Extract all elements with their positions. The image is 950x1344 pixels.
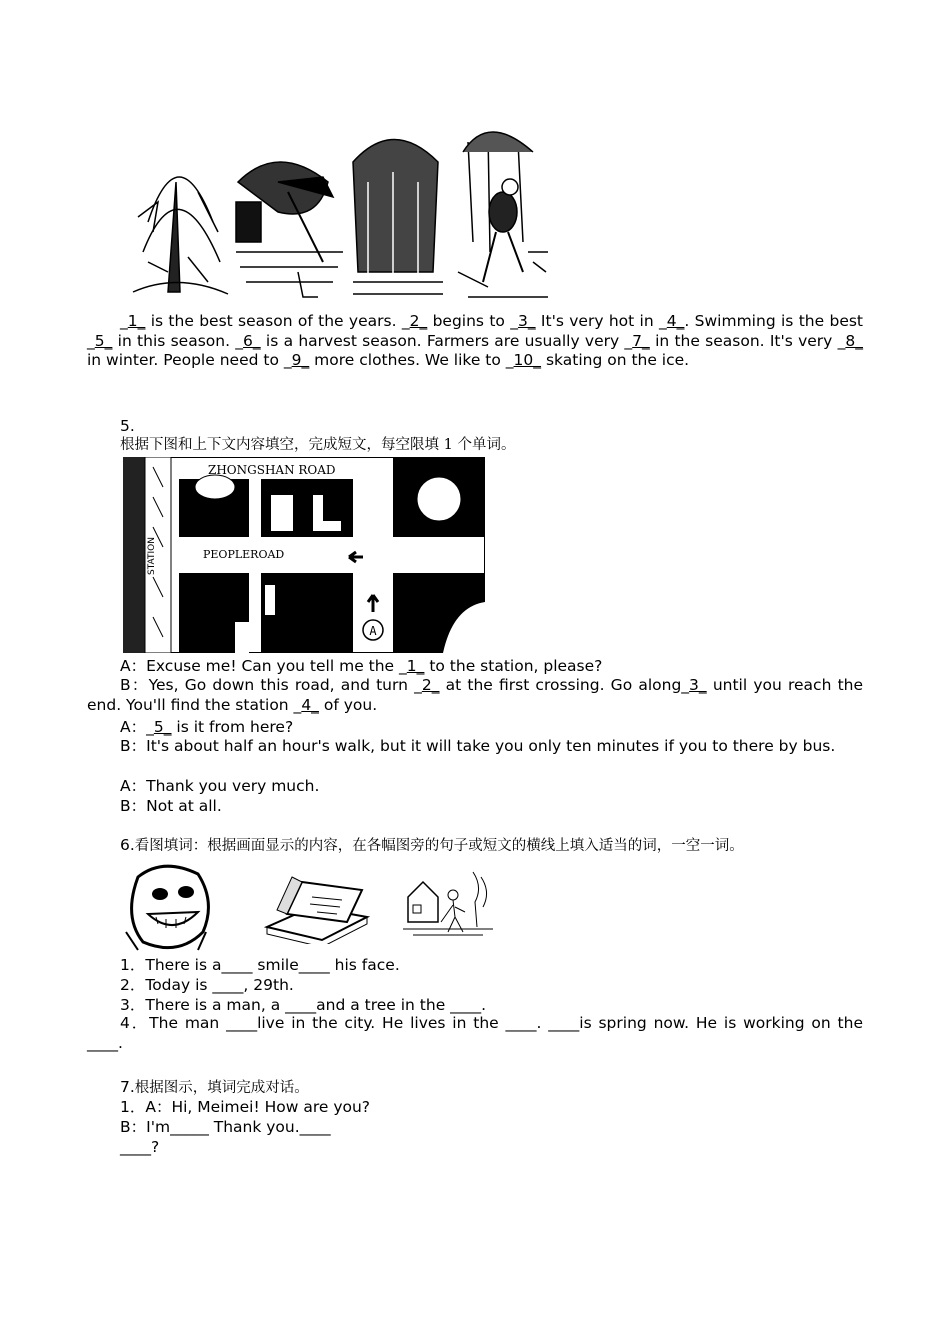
question-5-number: 5. <box>120 417 135 435</box>
question-6-instruction: 看图填词：根据画面显示的内容，在各幅图旁的句子或短文的横线上填入适当的词，一空一词。 <box>134 838 744 854</box>
dialogue-line-3: A：_5_ is it from here? <box>120 718 294 736</box>
passage-text: in winter. People need to _ <box>87 351 292 370</box>
passage-text: _ <box>120 312 128 330</box>
passage-blank: 1_ <box>127 312 146 330</box>
question-7-instruction: 根据图示，填词完成对话。 <box>134 1080 309 1096</box>
passage-blank: 3_ <box>517 312 536 330</box>
map-road-mid: PEOPLEROAD <box>203 548 285 561</box>
passage-text: skating on the ice. <box>541 351 690 370</box>
question-6-heading <box>120 835 744 856</box>
seasons-passage <box>87 312 863 371</box>
passage-text: in this season. _ <box>112 331 244 350</box>
question-6-number: 6. <box>120 836 135 854</box>
q7-line-2: B：I'm_____ Thank you.____ <box>120 1118 331 1136</box>
passage-blank: 7_ <box>632 331 650 350</box>
question-5-instruction: 根据下图和上下文内容填空，完成短文，每空限填 1 个单词。 <box>120 437 516 453</box>
passage-text: It's very hot in _ <box>535 312 667 330</box>
dialogue-line-2: B：Yes, Go down this road, and turn _2_ at the first crossing. Go along_3_ until you reach the end. You'll find the station _4_ of you. <box>87 676 864 714</box>
passage-text: in the season. It's very _ <box>649 331 846 350</box>
q7-line-1: 1．A：Hi, Meimei! How are you? <box>120 1098 371 1116</box>
passage-text: begins to _ <box>427 312 518 330</box>
q7-line-3: ____? <box>120 1138 160 1156</box>
passage-text: is a harvest season. Farmers are usually very _ <box>260 331 633 350</box>
dialogue-line-1: A：Excuse me! Can you tell me the _1_ to the station, please? <box>120 657 603 675</box>
seasons-illustration <box>128 122 566 304</box>
farmer-picture <box>403 867 493 939</box>
dialogue-line-5: A：Thank you very much. <box>120 777 320 795</box>
dialogue-line-4: B：It's about half an hour's walk, but it will take you only ten minutes if you to there by bus. <box>120 737 836 755</box>
passage-blank: 8_ <box>845 331 863 350</box>
map-road-top: ZHONGSHAN ROAD <box>208 463 336 477</box>
passage-blank: 10_ <box>513 351 542 370</box>
dialogue-line-6: B：Not at all. <box>120 797 222 815</box>
street-map <box>123 457 485 653</box>
q6-item-4: 4．The man ____live in the city. He lives in the ____. ____is spring now. He is working on the ____. <box>87 1014 863 1052</box>
q6-item-3: 3．There is a man, a ____and a tree in the ____. <box>120 996 487 1014</box>
smiling-face-picture <box>118 862 218 954</box>
passage-text: . Swimming is the best _ <box>87 312 864 350</box>
passage-blank: 9_ <box>291 351 310 370</box>
passage-blank: 2_ <box>409 312 428 330</box>
passage-blank: 6_ <box>243 331 261 350</box>
passage-blank: 4_ <box>666 312 685 330</box>
map-marker-a: A <box>369 624 377 638</box>
map-station: STATION <box>147 537 157 575</box>
passage-text: more clothes. We like to _ <box>309 351 514 370</box>
q6-item-2: 2．Today is ____, 29th. <box>120 976 294 994</box>
question-7-number: 7. <box>120 1078 135 1096</box>
q6-item-1: 1．There is a____ smile____ his face. <box>120 956 400 974</box>
passage-blank: 5_ <box>94 331 113 350</box>
question-7-heading <box>120 1077 309 1098</box>
calendar-picture <box>262 872 370 944</box>
passage-text: is the best season of the years. _ <box>145 312 410 330</box>
